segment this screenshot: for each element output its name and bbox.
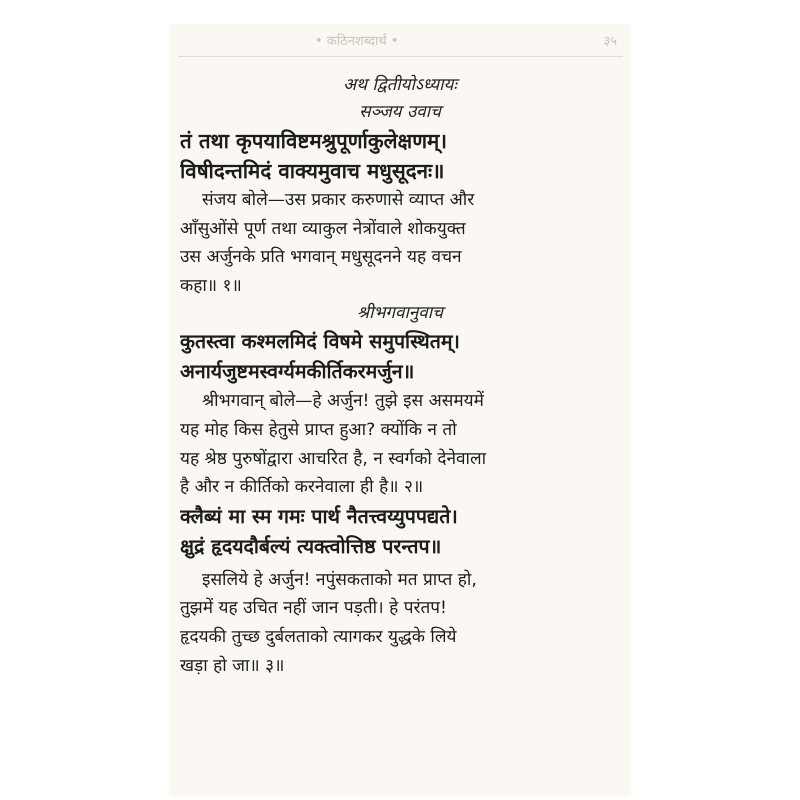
translation-line: यह मोह किस हेतुसे प्राप्त हुआ? क्योंकि न तो [180,419,457,440]
running-head-title: • कठिनशब्दार्थ • [315,34,399,49]
translation-line: इसलिये हे अर्जुन! नपुंसकताको मत प्राप्त हो, [202,569,477,590]
header-rule [178,56,623,57]
speaker-label: सञ्जय उवाच [359,102,441,122]
page-body [180,72,620,680]
speaker-label: श्रीभगवानुवाच [357,303,443,324]
translation-line: तुझमें यह उचित नहीं जान पड़ती। हे परंतप! [180,598,447,619]
translation-line: है और न कीर्तिको करनेवाला ही है॥ २॥ [180,477,424,498]
translation-line: खड़ा हो जा॥ ३॥ [180,655,285,676]
translation-line: हृदयकी तुच्छ दुर्बलताको त्यागकर युद्धके लिये [180,626,457,647]
verse-line: कुतस्त्वा कश्मलमिदं विषमे समुपस्थितम्। [180,330,460,354]
translation-line: यह श्रेष्ठ पुरुषोंद्वारा आचरित है, न स्वर्गको देनेवाला [180,448,487,469]
translation-line: कहा॥ १॥ [180,275,242,296]
verse-line: अनार्यजुष्टमस्वर्ग्यमकीर्तिकरमर्जुन॥ [180,360,415,384]
verse-line: विषीदन्तमिदं वाक्यमुवाच मधुसूदनः॥ [180,159,445,183]
verse-line: तं तथा कृपयाविष्टमश्रुपूर्णाकुलेक्षणम्। [180,129,448,153]
translation-line: संजय बोले—उस प्रकार करुणासे व्याप्त और [202,190,475,210]
chapter-heading: अथ द्वितीयोऽध्यायः [343,75,457,95]
verse-line: क्षुद्रं हृदयदौर्बल्यं त्यक्त्वोत्तिष्ठ परन्तप॥ [180,534,442,558]
verse-line: क्लैब्यं मा स्म गमः पार्थ नैतत्त्वय्युपपद्यते। [180,504,458,528]
translation-line: उस अर्जुनके प्रति भगवान् मधुसूदनने यह वचन [180,247,462,268]
page-number: ३५ [603,34,617,49]
translation-line: आँसुओंसे पूर्ण तथा व्याकुल नेत्रोंवाले शोकयुक्त [180,218,466,239]
translation-line: श्रीभगवान् बोले—हे अर्जुन! तुझे इस असमयमें [202,391,484,412]
